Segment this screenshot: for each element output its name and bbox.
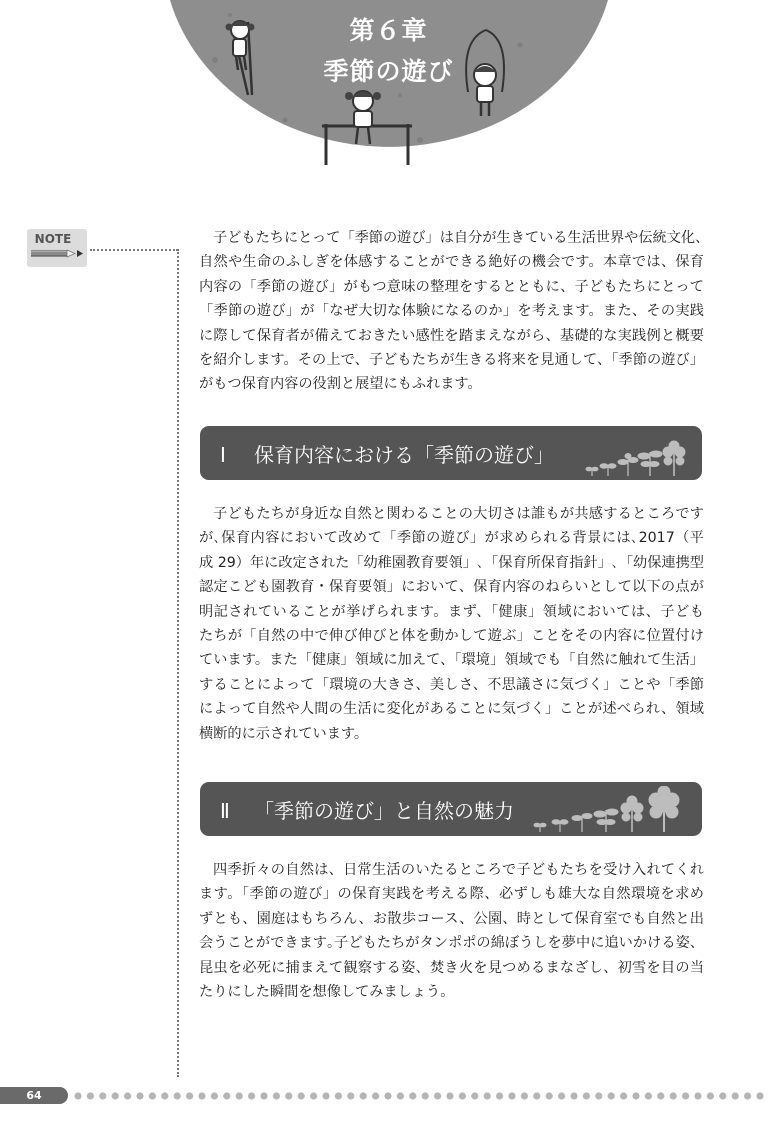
text-line: 認定こども園教育・保育要領」において、保育内容のねらいとして以下の点が — [199, 579, 704, 596]
section-number: Ⅱ — [220, 799, 230, 823]
text-line: によって自然や人間の生活に変化があることに気づく」ことが述べられ、領域 — [199, 701, 704, 718]
chapter-header — [0, 0, 777, 195]
section-heading-1 — [200, 426, 702, 480]
section-title: 「季節の遊び」と自然の魅力 — [254, 799, 514, 823]
text-line: 明記されていることが挙げられます。まず、「健康」領域においては、子ども — [199, 603, 704, 620]
section-number: Ⅰ — [220, 443, 226, 467]
text-line: 子どもたちにとって「季節の遊び」は自分が生きている生活世界や伝統文化、 — [213, 230, 710, 246]
section-heading-text — [220, 795, 514, 824]
text-line: 昆虫を必死に捕まえて観察する姿、焚き火を見つめるまなざし、初雪を目の当 — [199, 959, 704, 976]
footer-dotted-rule — [72, 1089, 772, 1103]
text-line: 四季折々の自然は、日常生活のいたるところで子どもたちを受け入れてくれ — [213, 862, 704, 878]
section-2-paragraph — [199, 858, 704, 1004]
text-line: 内容の「季節の遊び」がもつ意味の整理をするとともに、子どもたちにとって — [199, 278, 704, 295]
text-line: 会うことができます｡子どもたちがタンポポの綿ぼうしを夢中に追いかける姿、 — [199, 935, 704, 952]
text-line: ずとも、園庭はもちろん、お散歩コース、公園、時として保育室でも自然と出 — [199, 910, 704, 927]
text-line: することによって「環境の大きさ、美しさ、不思議さに気づく」ことや「季節 — [199, 676, 704, 693]
note-label: NOTE — [34, 232, 72, 246]
text-line: 横断的に示されています。 — [199, 725, 369, 742]
chapter-number: 第６章 — [349, 16, 428, 45]
note-tab — [27, 229, 87, 267]
text-line: に際して保育者が備えておきたい感性を踏まえながら、基礎的な実践例と概要 — [199, 327, 704, 344]
text-line: 子どもたちが身近な自然と関わることの大切さは誰もが共感するところです — [213, 506, 704, 522]
chapter-title: 季節の遊び — [323, 57, 454, 86]
page-number: 64 — [26, 1089, 42, 1102]
trees-icon — [532, 786, 692, 832]
text-line: がもつ保育内容の役割と展望にもふれます。 — [199, 376, 482, 393]
note-margin-line — [177, 249, 179, 1077]
note-connector-horizontal — [90, 249, 178, 251]
text-line: ます。「季節の遊び」の保育実践を考える際、必ずしも雄大な自然環境を求め — [199, 886, 704, 903]
text-line: 成 29）年に改定された「幼稚園教育要領」､「保育所保育指針」､「幼保連携型 — [199, 554, 704, 571]
text-line: 自然や生命のふしぎを体感することができる絶好の機会です。本章では、保育 — [199, 254, 704, 271]
intro-paragraph — [199, 226, 710, 397]
section-title: 保育内容における「季節の遊び」 — [254, 443, 554, 467]
section-1-paragraph — [199, 502, 704, 746]
sprouts-icon — [582, 436, 692, 476]
text-line: 「季節の遊び」が「なぜ大切な体験になるのか」を考えます。また、その実践 — [199, 303, 704, 320]
page-number-badge — [0, 1087, 68, 1104]
section-heading-text — [220, 439, 554, 468]
pencil-icon — [27, 229, 87, 267]
text-line: ています。また「健康」領域に加えて、「環境」領域でも「自然に触れて生活」 — [199, 652, 704, 669]
section-heading-2 — [200, 782, 702, 836]
text-line: たりにした瞬間を想像してみましょう。 — [199, 984, 455, 1001]
text-line: たちが「自然の中で伸び伸びと体を動かして遊ぶ」ことをその内容に位置付け — [199, 628, 704, 645]
text-line: が､保育内容において改めて「季節の遊び」が求められる背景には､2017（平 — [199, 530, 704, 547]
text-line: を紹介します。その上で、子どもたちが生きる将来を見通して、「季節の遊び」 — [199, 352, 704, 369]
